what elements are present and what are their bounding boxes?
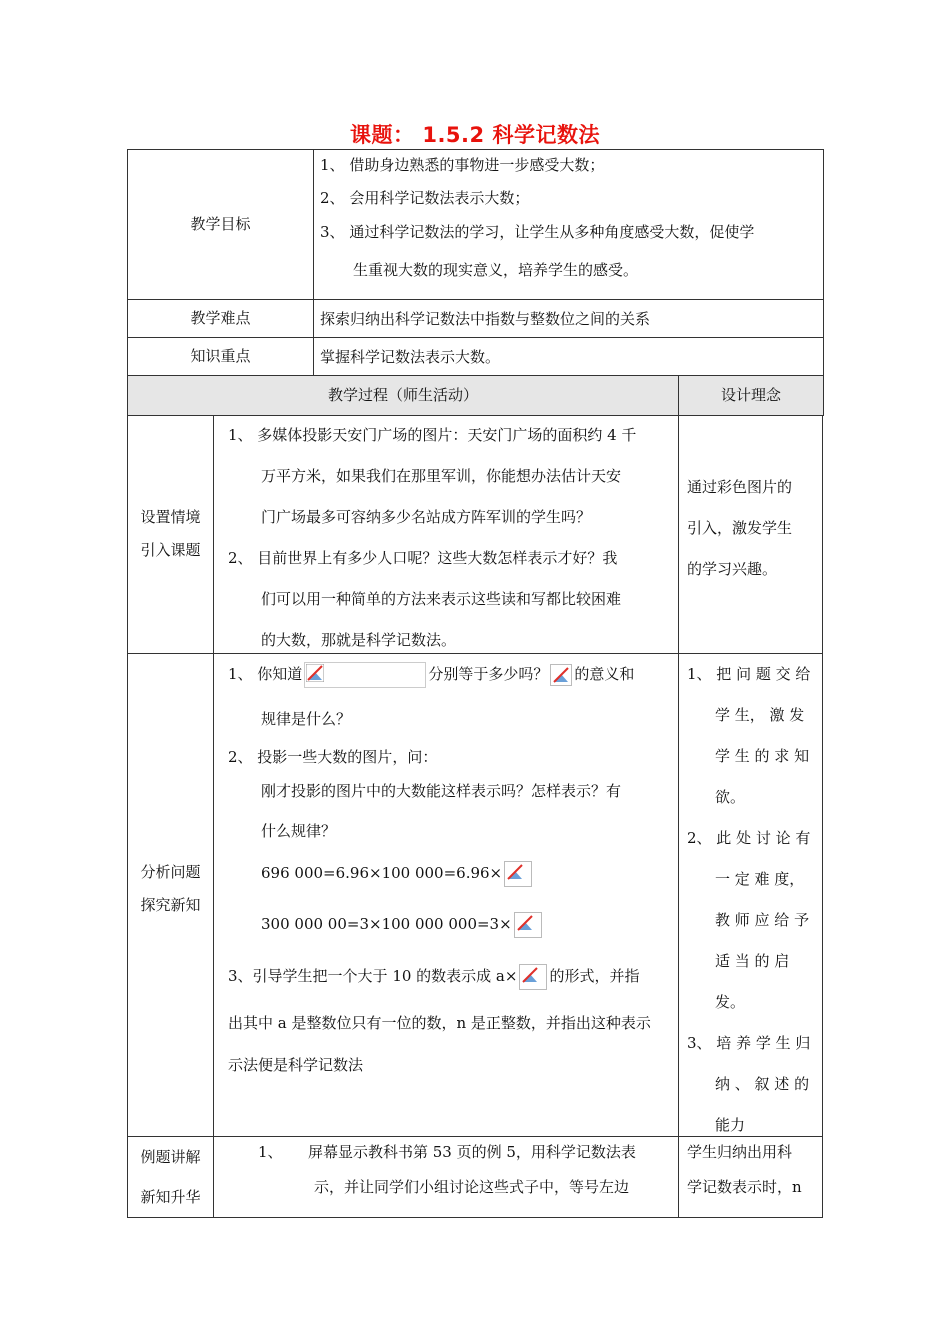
analysis-design-4: 欲。 [715,788,746,806]
examples-design-2: 学记数表示时，n [687,1178,802,1196]
analysis-line-1: 1、 你知道 分别等于多少吗？ 的意义和 [228,654,668,695]
section-examples-label: 例题讲解 新知升华 [140,1148,201,1206]
page-title: 课题： 1.5.2 科学记数法 [350,123,600,147]
image-placeholder-icon [514,912,542,938]
section-intro-label: 设置情境 引入课题 [140,508,201,559]
analysis-design-6: 一 定 难 度， [715,870,805,888]
section-intro-label-cell [128,415,214,653]
section-intro [127,415,823,654]
teaching-goals-content [314,150,824,300]
section-analysis [127,654,823,1137]
label-difficulty: 教学难点 [128,300,314,338]
row-difficulty [128,300,824,338]
intro-line-1: 1、 多媒体投影天安门广场的图片：天安门广场的面积约 4 千 [228,426,637,444]
intro-design-1: 通过彩色图片的 [687,478,793,496]
examples-line-2: 示，并让同学们小组讨论这些式子中，等号左边 [314,1178,630,1196]
analysis-line-5: 什么规律？ [261,822,337,840]
lesson-plan-table [127,149,824,416]
analysis-line-8: 3、引导学生把一个大于 10 的数表示成 a× 的形式，并指 [228,953,668,999]
image-placeholder-icon [519,964,547,990]
image-placeholder-icon [550,664,572,686]
image-placeholder-icon [504,861,532,887]
intro-design-2: 引入，激发学生 [687,519,793,537]
intro-line-2: 万平方米，如果我们在那里军训，你能想办法估计天安 [261,467,622,485]
header-process: 教学过程（师生活动） [128,376,679,416]
image-placeholder-icon [304,662,426,688]
intro-line-6: 的大数，那就是科学记数法。 [261,631,457,649]
analysis-line-10: 示法便是科学记数法 [228,1056,364,1074]
analysis-design-1: 1、 把 问 题 交 给 [687,665,811,683]
analysis-line-3: 2、 投影一些大数的图片，问： [228,748,438,766]
analysis-design-12: 能力 [715,1116,746,1134]
goal-item-1: 1、 借助身边熟悉的事物进一步感受大数； [320,156,605,174]
section-intro-content [213,415,679,653]
examples-design-1: 学生归纳出用科 [687,1143,793,1161]
header-design: 设计理念 [679,376,824,416]
row-keypoint [128,338,824,376]
analysis-design-5: 2、 此 处 讨 论 有 [687,829,811,847]
row-teaching-goals [128,150,824,300]
intro-design-3: 的学习兴趣。 [687,560,778,578]
intro-line-5: 们可以用一种简单的方法来表示这些读和写都比较困难 [261,590,622,608]
analysis-line-4: 刚才投影的图片中的大数能这样表示吗？怎样表示？有 [261,782,622,800]
label-teaching-goals: 教学目标 [128,150,314,300]
analysis-design-3: 学 生 的 求 知 [715,747,810,765]
section-examples [127,1137,823,1218]
intro-line-4: 2、 目前世界上有多少人口呢？这些大数怎样表示才好？我 [228,549,618,567]
section-analysis-label-cell [128,654,214,1136]
section-examples-label-cell [128,1137,214,1217]
section-examples-design [679,1137,822,1217]
analysis-line-2: 规律是什么？ [261,710,352,728]
section-examples-content [213,1137,679,1217]
analysis-line-9: 出其中 a 是整数位只有一位的数，n 是正整数，并指出这种表示 [228,1014,651,1032]
section-analysis-design [679,654,822,1136]
section-analysis-content [213,654,679,1136]
label-keypoint: 知识重点 [128,338,314,376]
analysis-design-7: 教 师 应 给 予 [715,911,810,929]
analysis-design-8: 适 当 的 启 [715,952,790,970]
analysis-design-9: 发。 [715,993,746,1011]
goal-item-3-cont: 生重视大数的现实意义，培养学生的感受。 [353,261,639,279]
goal-item-2: 2、 会用科学记数法表示大数； [320,189,530,207]
analysis-equation-1: 696 000=6.96×100 000=6.96× [228,851,668,895]
analysis-equation-2: 300 000 00=3×100 000 000=3× [228,895,668,953]
difficulty-text: 探索归纳出科学记数法中指数与整数位之间的关系 [314,300,824,338]
examples-line-1: 1、 屏幕显示教科书第 53 页的例 5，用科学记数法表 [258,1143,636,1161]
intro-line-3: 门广场最多可容纳多少名站成方阵军训的学生吗？ [261,508,592,526]
analysis-design-2: 学 生， 激 发 [715,706,805,724]
keypoint-text: 掌握科学记数法表示大数。 [314,338,824,376]
analysis-design-11: 纳 、 叙 述 的 [715,1075,810,1093]
row-process-header [128,376,824,416]
analysis-design-10: 3、 培 养 学 生 归 [687,1034,811,1052]
section-intro-design [679,415,822,653]
goal-item-3: 3、 通过科学记数法的学习，让学生从多种角度感受大数，促使学 [320,223,755,241]
section-analysis-label: 分析问题 探究新知 [140,863,201,914]
